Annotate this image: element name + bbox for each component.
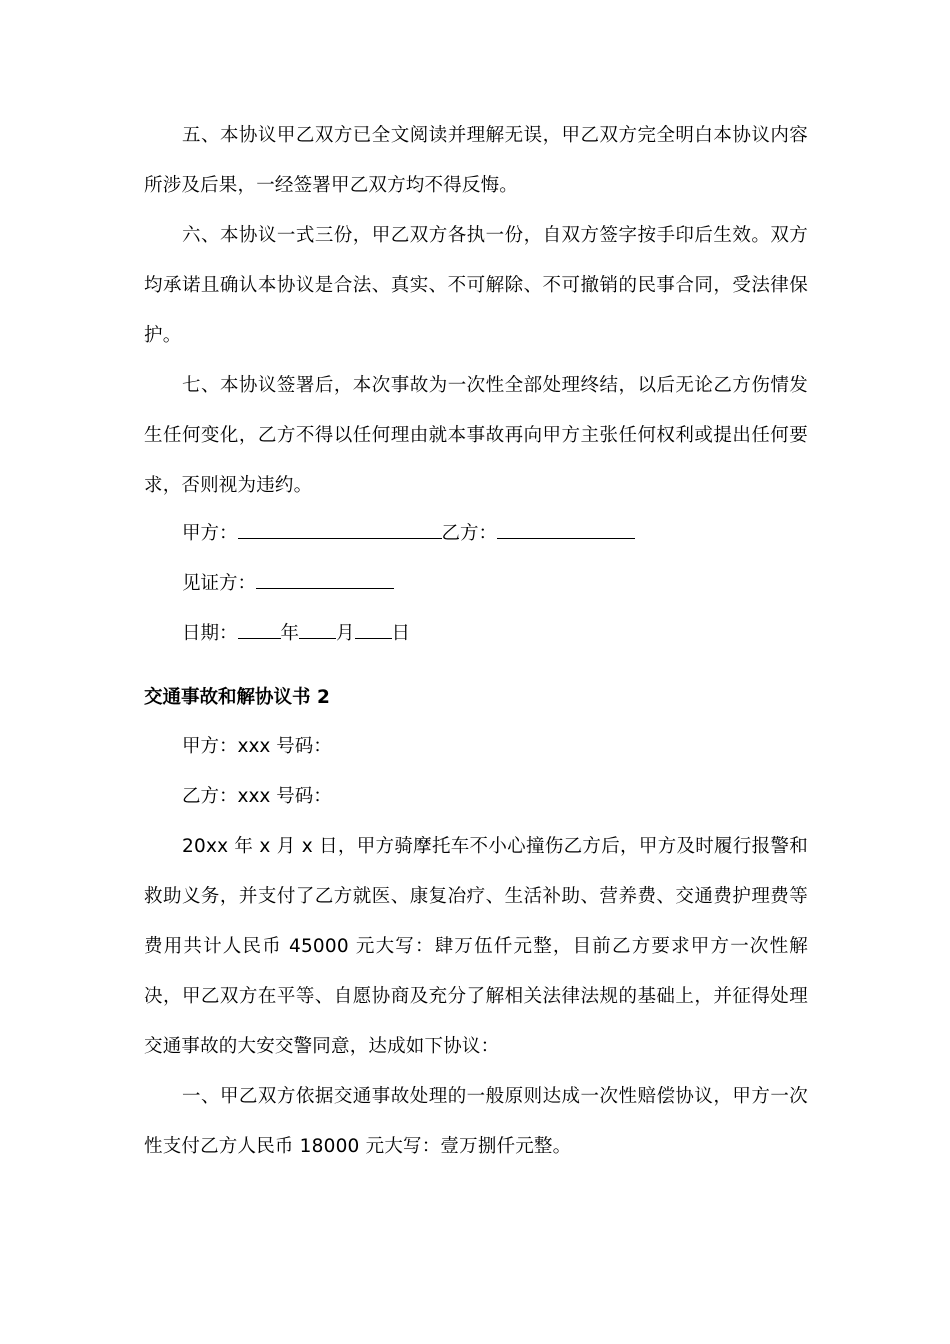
signature-line-parties	[182, 509, 635, 559]
section-2-intro: 20xx 年 x 月 x 日，甲方骑摩托车不小心撞伤乙方后，甲方及时履行报警和救助义务，并支付了乙方就医、康复冶疗、生活补助、营养费、交通费护理费等费用共计人民币 45000 元大写：肆万伍仟元整，目前乙方要求甲方一次性解决，甲乙双方在平等、自愿协商及充分了解相关法律法规的基础上，并征得处理交通事故的大安交警同意，达成如下协议：	[144, 836, 808, 1057]
section-2-title: 交通事故和解协议书 2	[144, 687, 330, 708]
section-2-clause-1: 一、甲乙双方依据交通事故处理的一般原则达成一次性赔偿协议，甲方一次性支付乙方人民币 18000 元大写：壹万捌仟元整。	[144, 1086, 808, 1157]
party-b-sign-label: 乙方：	[441, 523, 498, 544]
section-2-party-a: 甲方：xxx 号码：	[182, 736, 332, 757]
witness-sign-blank	[256, 572, 394, 589]
party-b-sign-blank	[497, 522, 635, 539]
section-2-party-b: 乙方：xxx 号码：	[182, 786, 332, 807]
date-month-label: 月	[336, 623, 355, 644]
date-year-label: 年	[280, 623, 300, 644]
clause-7: 七、本协议签署后，本次事故为一次性全部处理终结，以后无论乙方伤情发生任何变化，乙方不得以任何理由就本事故再向甲方主张任何权利或提出任何要求，否则视为违约。	[144, 375, 808, 496]
date-year-blank	[238, 622, 281, 639]
clause-6: 六、本协议一式三份，甲乙双方各执一份，自双方签字按手印后生效。双方均承诺且确认本协议是合法、真实、不可解除、不可撤销的民事合同，受法律保护。	[144, 225, 808, 346]
date-day-blank	[355, 622, 392, 639]
signature-line-date	[182, 609, 410, 659]
signature-line-witness	[182, 559, 394, 609]
date-label: 日期：	[182, 623, 238, 644]
party-a-sign-label: 甲方：	[182, 523, 238, 544]
date-day-label: 日	[391, 623, 411, 644]
date-month-blank	[299, 622, 336, 639]
witness-sign-label: 见证方：	[182, 573, 257, 594]
party-a-sign-blank	[238, 522, 442, 539]
clause-5: 五、本协议甲乙双方已全文阅读并理解无误，甲乙双方完全明白本协议内容所涉及后果，一经签署甲乙双方均不得反悔。	[144, 125, 808, 196]
